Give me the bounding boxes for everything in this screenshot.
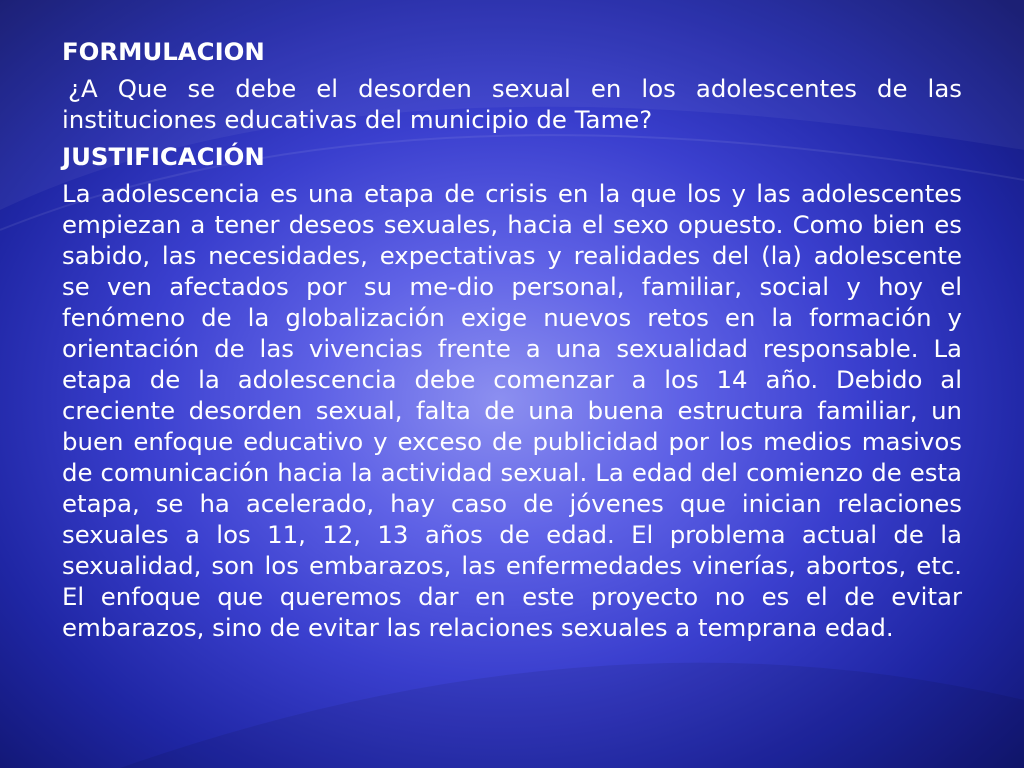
research-question: ¿A Que se debe el desorden sexual en los adolescentes de las instituciones educativas del municipio de Tame? <box>62 74 962 134</box>
justification-body: La adolescencia es una etapa de crisis en la que los y las adolescentes empiezan a tener deseos sexuales, hacia el sexo opuesto. Como bien es sabido, las necesidades, expectativas y realidades del (la) adolescente se ven afectados por su me-dio personal, familiar, social y hoy el fenómeno de la globalización exige nuevos retos en la formación y orientación de las vivencias frente a una sexualidad responsable. La etapa de la adolescencia debe comenzar a los 14 año. Debido al creciente desorden sexual, falta de una buena estructura familiar, un buen enfoque educativo y exceso de publicidad por los medios masivos de comunicación hacia la actividad sexual. La edad del comienzo de esta etapa, se ha acelerado, hay caso de jóvenes que inician relaciones sexuales a los 11, 12, 13 años de edad. El problema actual de la sexualidad, son los embarazos, las enfermedades vinerías, abortos, etc. El enfoque que queremos dar en este proyecto no es el de evitar embarazos, sino de evitar las relaciones sexuales a temprana edad. <box>62 179 962 642</box>
slide-content <box>62 36 962 649</box>
justification-heading: JUSTIFICACIÓN <box>62 142 265 171</box>
formulation-heading: FORMULACION <box>62 37 265 66</box>
